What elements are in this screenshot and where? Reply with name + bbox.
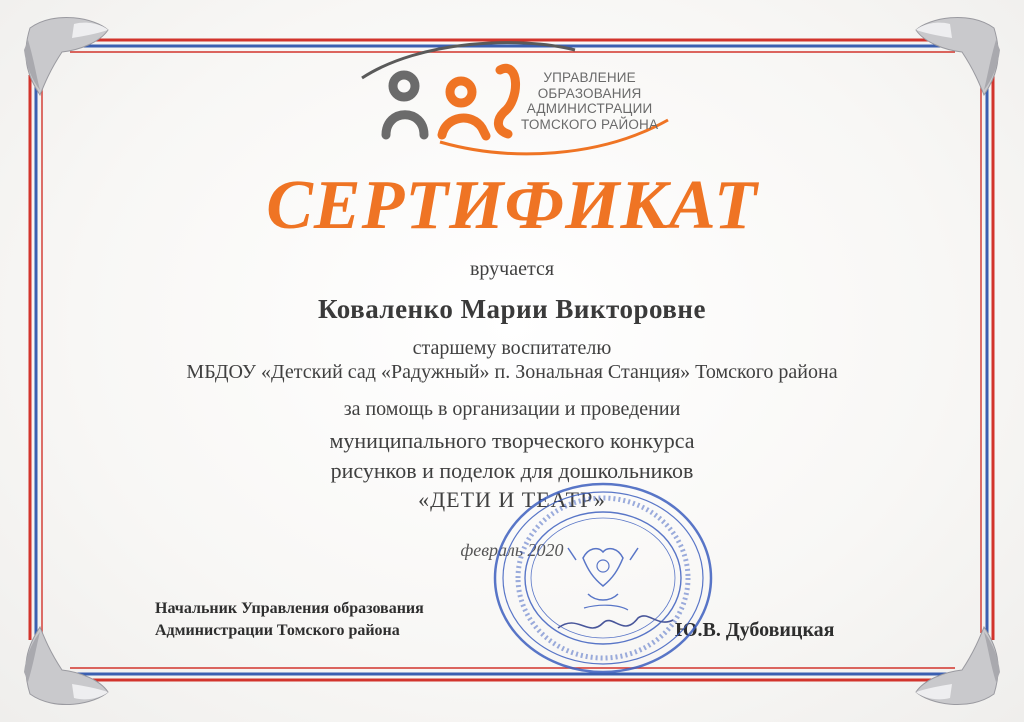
corner-ribbon-top-left <box>24 17 108 95</box>
logo-text <box>521 70 658 132</box>
logo-line: АДМИНИСТРАЦИИ <box>526 101 653 116</box>
signer-title <box>155 598 424 642</box>
reason-line: рисунков и поделок для дошкольников <box>330 458 694 483</box>
logo-line: ТОМСКОГО РАЙОНА <box>521 116 659 132</box>
signer-title-line: Администрации Томского района <box>155 622 400 639</box>
contest-name: «ДЕТИ И ТЕАТР» <box>418 487 606 512</box>
corner-ribbon-bottom-left <box>24 627 108 705</box>
signer-name: Ю.В. Дубовицкая <box>675 619 835 641</box>
issue-date: февраль 2020 <box>460 540 564 560</box>
awarded-text: вручается <box>469 258 555 280</box>
logo-line: ОБРАЗОВАНИЯ <box>537 85 642 101</box>
organization: МБДОУ «Детский сад «Радужный» п. Зональная Станция» Томского района <box>186 361 838 383</box>
recipient-position: старшему воспитателю <box>412 337 612 359</box>
official-stamp <box>488 478 718 678</box>
corner-ribbon-top-right <box>916 17 1000 95</box>
logo-line: УПРАВЛЕНИЕ <box>543 70 636 85</box>
signer-title-line: Начальник Управления образования <box>155 600 424 617</box>
reason-line: муниципального творческого конкурса <box>329 428 695 453</box>
corner-ribbon-bottom-right <box>916 627 1000 705</box>
certificate-title: СЕРТИФИКАТ <box>266 167 758 244</box>
reason-line: за помощь в организации и проведении <box>343 398 681 420</box>
recipient-name: Коваленко Марии Викторовне <box>318 294 706 324</box>
